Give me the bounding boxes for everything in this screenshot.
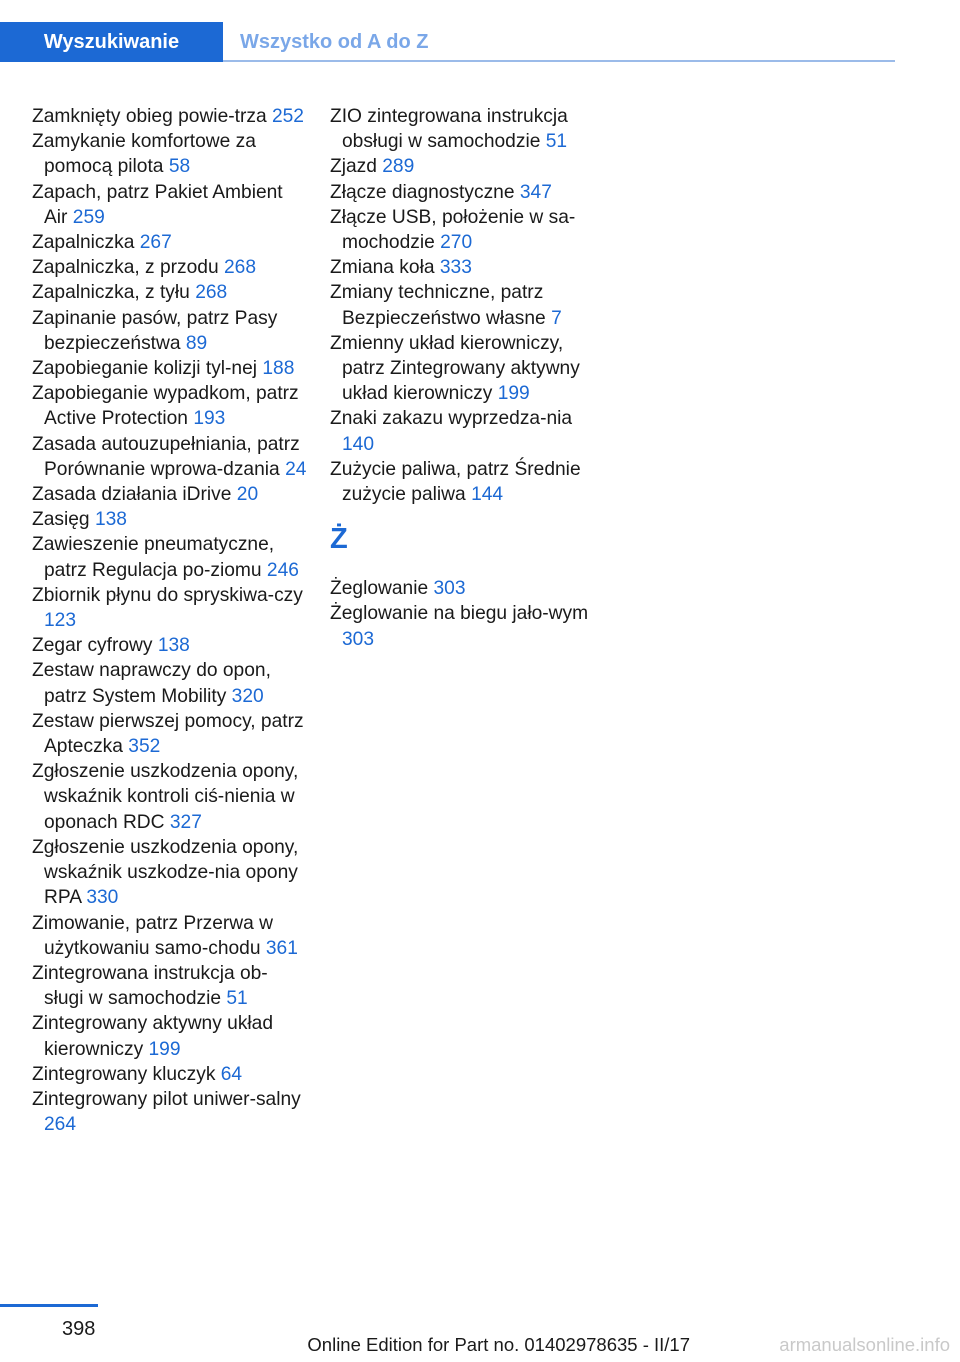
index-term: Żeglowanie na biegu jało-wym [330, 603, 589, 625]
page-link[interactable]: 199 [497, 383, 530, 405]
page-link[interactable]: 144 [471, 484, 504, 506]
index-term: Zgłoszenie uszkodzenia opony, wskaźnik kontroli ciś-nienia w oponach RDC [32, 761, 299, 833]
index-entry [32, 759, 307, 835]
index-entry [32, 482, 307, 507]
index-term: Znaki zakazu wyprzedza-nia [330, 408, 573, 430]
page-link[interactable]: 333 [439, 257, 472, 279]
page-link[interactable]: 267 [139, 232, 172, 254]
page-link[interactable]: 24 [285, 458, 307, 480]
index-term: Zintegrowany kluczyk [32, 1063, 216, 1085]
index-entry [32, 432, 307, 482]
watermark: armanualsonline.info [779, 1334, 950, 1355]
index-entry [330, 331, 605, 407]
page-link[interactable]: 268 [195, 282, 228, 304]
page-link[interactable]: 347 [519, 181, 552, 203]
index-entry [32, 911, 307, 961]
index-entry [32, 709, 307, 759]
page-link[interactable]: 20 [236, 484, 259, 506]
index-term: Żeglowanie [330, 578, 429, 600]
page-link[interactable]: 246 [266, 559, 299, 581]
index-entry [32, 507, 307, 532]
page-link[interactable]: 268 [223, 257, 256, 279]
section-heading: Ż [330, 523, 348, 556]
index-term: Zapalniczka, z tyłu [32, 282, 190, 304]
index-entry [32, 104, 307, 129]
page-link[interactable]: 270 [440, 232, 473, 254]
edition-note: Online Edition for Part no. 01402978635 - II/17 [307, 1334, 690, 1355]
page-link[interactable]: 352 [128, 736, 161, 758]
index-entry [32, 658, 307, 708]
index-term: Zapach, patrz Pakiet Ambient Air [32, 181, 283, 228]
index-entry [32, 356, 307, 381]
index-term: Zjazd [330, 156, 377, 178]
index-term: Zbiornik płynu do spryskiwa-czy [32, 584, 303, 606]
index-entry [32, 1087, 307, 1137]
page-link[interactable]: 303 [433, 578, 466, 600]
page-link[interactable]: 327 [169, 811, 202, 833]
index-term: Zapobieganie wypadkom, patrz Active Protection [32, 383, 299, 430]
index-entry [32, 129, 307, 179]
page-link[interactable]: 320 [231, 685, 264, 707]
page-link[interactable]: 264 [44, 1114, 77, 1136]
index-entry [330, 601, 605, 651]
index-term: Zapobieganie kolizji tyl-nej [32, 358, 258, 380]
index-entry [32, 180, 307, 230]
index-entry [32, 230, 307, 255]
index-entry [32, 835, 307, 911]
tab-search[interactable]: Wyszukiwanie [0, 22, 223, 62]
header-divider [223, 60, 895, 62]
index-term: Zegar cyfrowy [32, 635, 153, 657]
page-link[interactable]: 123 [44, 610, 77, 632]
index-term: Zapalniczka [32, 232, 135, 254]
page-link[interactable]: 51 [226, 988, 248, 1010]
index-term: Zintegrowany aktywny układ kierowniczy [32, 1013, 274, 1060]
index-entry [330, 104, 605, 154]
page-link[interactable]: 252 [271, 106, 304, 127]
page-link[interactable]: 89 [185, 332, 208, 354]
tab-a-to-z[interactable]: Wszystko od A do Z [240, 30, 429, 53]
index-term: Zestaw pierwszej pomocy, patrz Apteczka [32, 710, 304, 758]
page-link[interactable]: 361 [265, 937, 298, 959]
index-entry [32, 583, 307, 633]
index-term: Zgłoszenie uszkodzenia opony, wskaźnik uszkodze-nia opony RPA [32, 836, 299, 909]
index-term: ZIO zintegrowana instrukcja obsługi w samochodzie [330, 106, 568, 153]
index-entry [330, 180, 605, 205]
index-entry [330, 255, 605, 280]
index-term: Zintegrowany pilot uniwer-salny [32, 1088, 301, 1110]
index-term: Zasięg [32, 509, 90, 531]
index-entry [32, 1011, 307, 1061]
index-term: Złącze diagnostyczne [330, 181, 515, 203]
page-link[interactable]: 138 [157, 635, 190, 657]
index-entry [32, 280, 307, 305]
index-entry [32, 633, 307, 658]
page-link[interactable]: 259 [72, 206, 105, 228]
index-term: Zmiana koła [330, 257, 435, 279]
index-term: Zużycie paliwa, patrz Średnie zużycie paliwa [330, 458, 581, 506]
page-link[interactable]: 199 [148, 1038, 181, 1060]
index-entry [32, 532, 307, 582]
index-term: Zintegrowana instrukcja ob-sługi w samochodzie [32, 962, 268, 1010]
index-entry [330, 576, 605, 601]
index-entry [32, 306, 307, 356]
page-link[interactable]: 289 [382, 156, 415, 178]
index-entry [330, 154, 605, 179]
index-term: Zapinanie pasów, patrz Pasy bezpieczeństwa [32, 307, 278, 354]
index-entry [32, 1062, 307, 1087]
page-link[interactable]: 51 [545, 131, 568, 153]
index-term: Zamknięty obieg powie-trza [32, 106, 267, 127]
page-link[interactable]: 330 [86, 887, 119, 909]
index-term: Zmienny układ kierowniczy, patrz Zintegrowany aktywny układ kierowniczy [330, 332, 580, 405]
page-link[interactable]: 193 [193, 408, 226, 430]
index-entry [32, 381, 307, 431]
index-entry [330, 406, 605, 456]
index-entry [330, 205, 605, 255]
page-link[interactable]: 58 [168, 156, 191, 178]
page-link[interactable]: 188 [262, 358, 295, 380]
index-term: Zawieszenie pneumatyczne, patrz Regulacja po-ziomu [32, 534, 275, 581]
index-term: Zamykanie komfortowe za pomocą pilota [32, 131, 256, 178]
page-link[interactable]: 64 [220, 1063, 243, 1085]
page-link[interactable]: 303 [342, 628, 375, 650]
index-entry [330, 280, 605, 330]
index-column-left [32, 104, 307, 1137]
index-term: Złącze USB, położenie w sa-mochodzie [330, 206, 576, 254]
index-column-right [330, 104, 605, 652]
index-term: Zasada autouzupełniania, patrz Porównanie wprowa-dzania [32, 433, 300, 480]
footer-rule [0, 1304, 98, 1307]
page-link[interactable]: 138 [94, 509, 127, 531]
index-entry [330, 457, 605, 507]
index-term: Zmiany techniczne, patrz Bezpieczeństwo własne [330, 282, 546, 329]
index-term: Zasada działania iDrive [32, 484, 232, 506]
index-term: Zestaw naprawczy do opon, patrz System Mobility [32, 660, 271, 707]
page-number: 398 [62, 1318, 96, 1340]
index-entry [32, 961, 307, 1011]
page-link[interactable]: 7 [551, 307, 562, 329]
index-term: Zapalniczka, z przodu [32, 257, 219, 279]
index-term: Zimowanie, patrz Przerwa w użytkowaniu samo-chodu [32, 912, 273, 959]
index-entry [32, 255, 307, 280]
header-bar [0, 22, 895, 62]
page-link[interactable]: 140 [342, 433, 375, 455]
